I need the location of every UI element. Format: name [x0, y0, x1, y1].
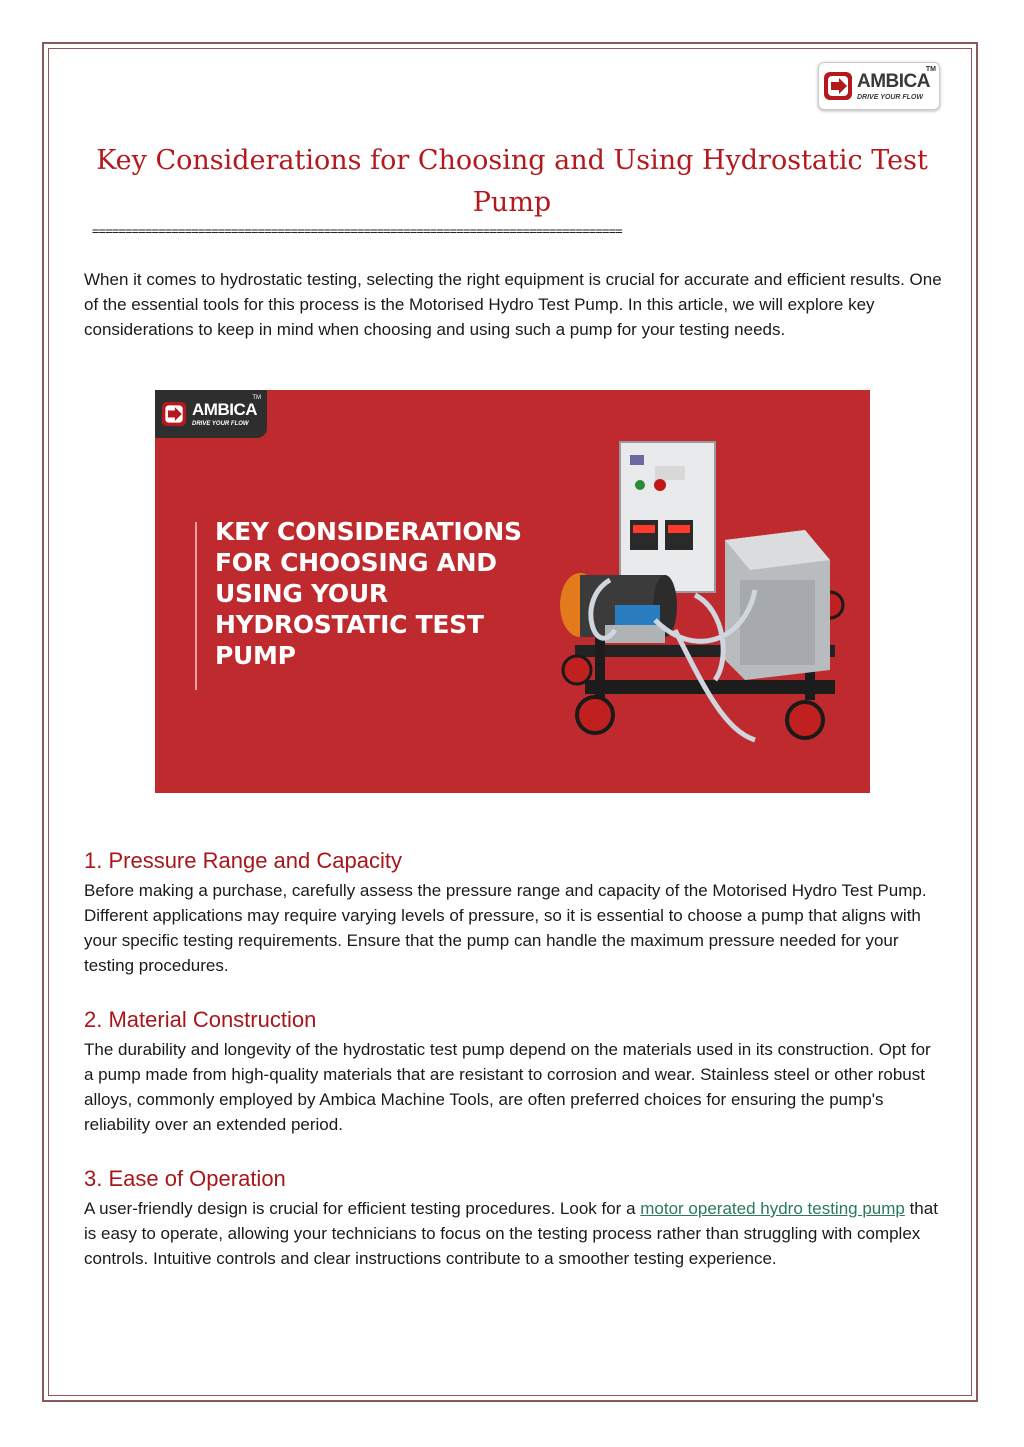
hydro-test-pump-machine-icon [555, 430, 855, 760]
brand-tagline: DRIVE YOUR FLOW [857, 93, 923, 101]
title-separator: ================================================================================ [92, 224, 622, 238]
section-body-material: The durability and longevity of the hydrostatic test pump depend on the materials used in its construction. Opt for a pump made from high-quality materials that are resistant to corrosion and wear. Stainless steel or other robust alloys, commonly employed by Ambica Machine Tools, are often preferred choices for ensuring the pump's reliability over an extended period. [84, 1040, 931, 1134]
trademark-mark: TM [925, 66, 936, 73]
hero-banner [155, 390, 870, 793]
section-body-pressure: Before making a purchase, carefully assess the pressure range and capacity of the Motorised Hydro Test Pump. Different applications may require varying levels of pressure, so it is essential to choose a pump that aligns with your specific testing requirements. Ensure that the pump can handle the maximum pressure needed for your testing procedures. [84, 881, 927, 975]
section-heading-material: 2. Material Construction [84, 1007, 317, 1032]
page-title: Key Considerations for Choosing and Using Hydrostatic Test Pump [96, 145, 928, 218]
ambica-arrow-icon [161, 401, 187, 427]
section-body-operation-text-1: A user-friendly design is crucial for efficient testing procedures. Look for a [84, 1199, 641, 1218]
section-body-operation-text-2: that is easy to operate, allowing your technicians to focus on the testing process rather than struggling with complex controls. Intuitive controls and clear instructions contribute to a smoother testing experience. [84, 1199, 938, 1268]
hero-trademark-mark: TM [252, 395, 261, 401]
section-heading-operation: 3. Ease of Operation [84, 1166, 286, 1191]
hero-brand-logo [155, 390, 267, 438]
brand-name: AMBICA [857, 70, 930, 92]
section-heading-pressure: 1. Pressure Range and Capacity [84, 848, 402, 873]
motor-operated-hydro-testing-pump-link[interactable]: motor operated hydro testing pump [640, 1199, 905, 1218]
hero-headline: KEY CONSIDERATIONS FOR CHOOSING AND USING YOUR HYDROSTATIC TEST PUMP [215, 517, 522, 670]
hero-brand-tagline: DRIVE YOUR FLOW [192, 421, 249, 427]
ambica-arrow-icon [823, 71, 853, 101]
brand-logo [818, 62, 940, 110]
headline-accent-bar [195, 522, 197, 690]
intro-paragraph: When it comes to hydrostatic testing, selecting the right equipment is crucial for accurate and efficient results. One of the essential tools for this process is the Motorised Hydro Test Pump. In this article, we will explore key considerations to keep in mind when choosing and using such a pump for your testing needs. [84, 270, 942, 339]
hero-brand-name: AMBICA [192, 400, 257, 419]
section-body-operation [84, 1196, 944, 1271]
